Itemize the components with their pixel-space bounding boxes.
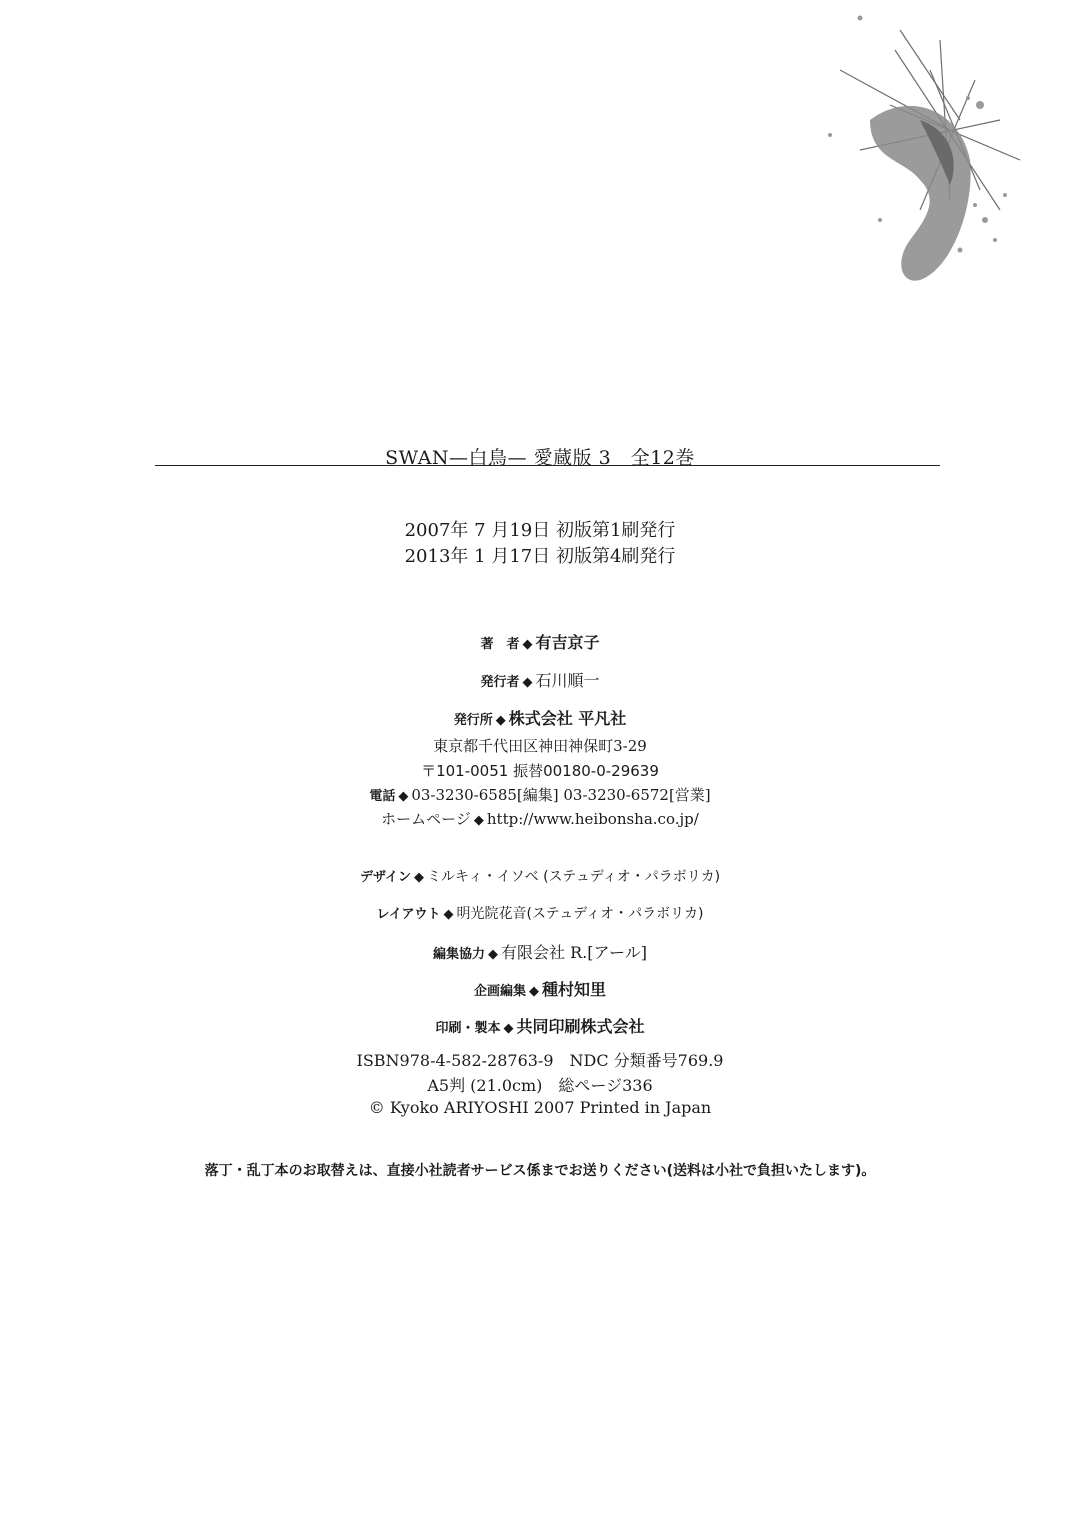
design-label: デザイン bbox=[359, 870, 412, 885]
publisher-line bbox=[0, 706, 1080, 729]
publisher-name: 株式会社 平凡社 bbox=[508, 709, 627, 728]
diamond-icon: ◆ bbox=[443, 907, 454, 922]
printing-line bbox=[0, 1014, 1080, 1037]
homepage-label: ホームページ bbox=[381, 810, 471, 828]
publisher-person-name: 石川順一 bbox=[535, 671, 600, 690]
title-divider bbox=[155, 465, 940, 466]
layout-value: 明光院花音(ステュディオ・パラボリカ) bbox=[456, 906, 704, 922]
publisher-person-label: 発行者 bbox=[480, 675, 520, 690]
publisher-person-line bbox=[0, 668, 1080, 691]
publisher-address: 東京都千代田区神田神保町3-29 bbox=[433, 737, 647, 755]
publication-dates bbox=[0, 518, 1080, 570]
homepage-line bbox=[0, 808, 1080, 829]
format-line: A5判 (21.0cm) 総ページ336 bbox=[427, 1076, 653, 1095]
phone-label: 電話 bbox=[369, 789, 396, 804]
phone-numbers: 03-3230-6585[編集] 03-3230-6572[営業] bbox=[411, 786, 711, 804]
homepage-url: http://www.heibonsha.co.jp/ bbox=[486, 810, 699, 828]
replacement-notice: 落丁・乱丁本のお取替えは、直接小社読者サービス係までお送りください(送料は小社で負担いたします)。 bbox=[204, 1163, 876, 1179]
diamond-icon: ◆ bbox=[398, 789, 409, 804]
diamond-icon: ◆ bbox=[488, 947, 499, 962]
publisher-label: 発行所 bbox=[453, 713, 493, 728]
editing-cooperation-value: 有限会社 R.[アール] bbox=[501, 943, 647, 962]
diamond-icon: ◆ bbox=[522, 675, 533, 690]
design-value: ミルキィ・イソベ (ステュディオ・パラボリカ) bbox=[427, 869, 721, 885]
editing-cooperation-label: 編集協力 bbox=[433, 947, 486, 962]
copyright-line: © Kyoko ARIYOSHI 2007 Printed in Japan bbox=[368, 1098, 712, 1117]
first-print-date: 2007年 7 月19日 初版第1刷発行 bbox=[404, 520, 676, 541]
diamond-icon: ◆ bbox=[529, 984, 539, 999]
layout-line bbox=[0, 903, 1080, 923]
publisher-postal: 〒101-0051 振替00180-0-29639 bbox=[421, 762, 659, 780]
printing-value: 共同印刷株式会社 bbox=[516, 1017, 645, 1036]
printing-label: 印刷・製本 bbox=[435, 1021, 501, 1036]
fourth-print-date: 2013年 1 月17日 初版第4刷発行 bbox=[404, 546, 676, 567]
author-name: 有吉京子 bbox=[535, 633, 600, 652]
diamond-icon: ◆ bbox=[473, 813, 484, 828]
diamond-icon: ◆ bbox=[522, 637, 533, 652]
planning-editor-label: 企画編集 bbox=[473, 984, 526, 999]
isbn-line: ISBN978-4-582-28763-9 NDC 分類番号769.9 bbox=[356, 1051, 724, 1070]
diamond-icon: ◆ bbox=[414, 870, 425, 885]
phone-line bbox=[0, 784, 1080, 805]
diamond-icon: ◆ bbox=[495, 713, 506, 728]
layout-label: レイアウト bbox=[376, 907, 441, 922]
author-label: 著 者 bbox=[480, 637, 520, 652]
design-line bbox=[0, 866, 1080, 886]
diamond-icon: ◆ bbox=[503, 1021, 514, 1036]
planning-editor-line bbox=[0, 977, 1080, 1000]
planning-editor-value: 種村知里 bbox=[542, 980, 607, 999]
author-line bbox=[0, 630, 1080, 653]
swan-feather-illustration bbox=[800, 10, 1030, 290]
editing-cooperation-line bbox=[0, 940, 1080, 963]
book-title: SWAN—白鳥— 愛蔵版 3 全12巻 bbox=[385, 447, 695, 469]
